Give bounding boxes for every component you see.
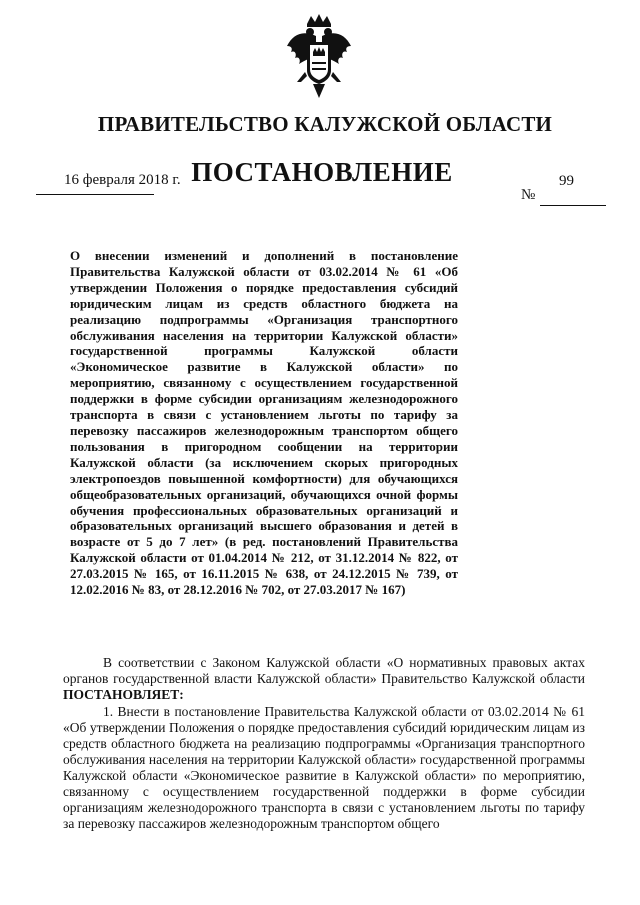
resolves-keyword: ПОСТАНОВЛЯЕТ: [63, 687, 184, 702]
document-number: 99 [559, 173, 574, 189]
document-type-title: ПОСТАНОВЛЕНИЕ [191, 157, 453, 187]
preamble-text: В соответствии с Законом Калужской области «О нормативных правовых актах органов государственной власти Калужской области» Правительство Калужской области [63, 655, 585, 686]
number-underline [540, 205, 606, 206]
coat-of-arms-emblem [283, 12, 355, 100]
preamble-paragraph [63, 655, 585, 703]
document-subject: О внесении изменений и дополнений в постановление Правительства Калужской области от 03.02.2014 № 61 «Об утверждении Положения о порядке предоставления субсидий юридическим лицам из средств областного бюджета на реализацию подпрограммы «Организация транспортного обслуживания населения на территории Калужской области» государственной программы Калужской области «Экономическое развитие в Калужской области» по мероприятию, связанному с осуществлением государственной поддержки в форме субсидии организациям железнодорожного транспорта в связи с установлением льготы по тарифу за перевозку пассажиров железнодорожным транспортом общего пользования в пригородном сообщении на территории Калужской области (за исключением скорых пригородных электропоездов повышенной комфортности) для обучающихся общеобразовательных организаций, обучающихся очной формы обучения профессиональных образовательных организаций и образовательных организаций высшего образования и детей в возрасте от 5 до 7 лет» (в ред. постановлений Правительства Калужской области от 01.04.2014 № 212, от 31.12.2014 № 822, от 27.03.2015 № 165, от 16.11.2015 № 638, от 24.12.2015 № 739, от 12.02.2016 № 83, от 28.12.2016 № 702, от 27.03.2017 № 167) [70, 248, 458, 598]
organization-title: ПРАВИТЕЛЬСТВО КАЛУЖСКОЙ ОБЛАСТИ [97, 112, 553, 136]
document-date: 16 февраля 2018 г. [64, 172, 181, 188]
number-sign: № [521, 187, 536, 203]
date-underline [36, 194, 154, 195]
clause-1-paragraph: 1. Внести в постановление Правительства Калужской области от 03.02.2014 № 61 «Об утверждении Положения о порядке предоставления субсидий юридическим лицам из средств областного бюджета на реализацию подпрограммы «Организация транспортного обслуживания населения на территории Калужской области» государственной программы Калужской области «Экономическое развитие в Калужской области» по мероприятию, связанному с осуществлением государственной поддержки в форме субсидии организациям железнодорожного транспорта в связи с установлением льготы по тарифу за перевозку пассажиров железнодорожным транспортом общего [63, 704, 585, 831]
